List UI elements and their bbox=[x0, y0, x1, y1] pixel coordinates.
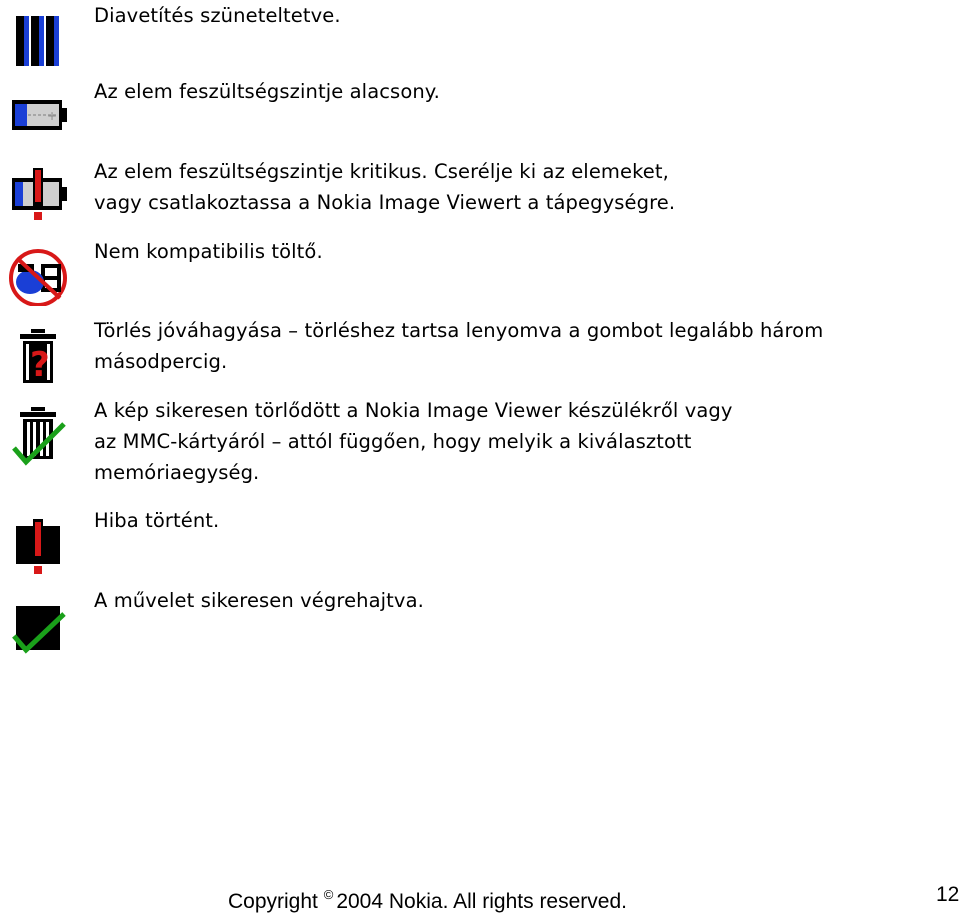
entry-text-battery-low bbox=[94, 76, 440, 107]
entry-text-incompatible-charger bbox=[94, 236, 323, 267]
entry-line: memóriaegység. bbox=[94, 461, 260, 484]
entry-text-battery-critical bbox=[94, 156, 675, 218]
copyright-symbol: © bbox=[323, 887, 334, 902]
copyright-text: 2004 Nokia. All rights reserved. bbox=[336, 890, 627, 913]
entry-line: másodpercig. bbox=[94, 350, 228, 373]
entry-text-error bbox=[94, 505, 219, 536]
entry-line: az MMC-kártyáról – attól függően, hogy melyik a kiválasztott bbox=[94, 430, 692, 453]
entry-line: Az elem feszültségszintje alacsony. bbox=[94, 80, 440, 103]
entry-line: vagy csatlakoztassa a Nokia Image Viewert a tápegységre. bbox=[94, 191, 676, 214]
entry-line: Törlés jóváhagyása – törléshez tartsa lenyomva a gombot legalább három bbox=[94, 319, 824, 342]
entry-text-deleted-ok bbox=[94, 395, 733, 488]
entry-line: Diavetítés szüneteltetve. bbox=[94, 4, 341, 27]
copyright-word: Copyright bbox=[228, 890, 318, 913]
svg-text:+: + bbox=[47, 109, 58, 123]
entry-line: A művelet sikeresen végrehajtva. bbox=[94, 589, 424, 612]
error-icon bbox=[8, 518, 68, 578]
entry-line: Hiba történt. bbox=[94, 509, 220, 532]
delete-confirm-icon bbox=[8, 326, 68, 386]
incompatible-charger-icon bbox=[8, 246, 68, 306]
success-icon bbox=[8, 598, 68, 658]
entry-line: Az elem feszültségszintje kritikus. Cserélje ki az elemeket, bbox=[94, 160, 669, 183]
deleted-ok-icon bbox=[8, 406, 68, 466]
battery-critical-icon bbox=[8, 166, 68, 226]
entry-text-success bbox=[94, 585, 424, 616]
paused-bars-icon bbox=[8, 8, 68, 68]
svg-text:?: ? bbox=[30, 345, 50, 385]
page-number: 12 bbox=[936, 883, 960, 906]
entry-line: Nem kompatibilis töltő. bbox=[94, 240, 323, 263]
entry-line: A kép sikeresen törlődött a Nokia Image Viewer készülékről vagy bbox=[94, 399, 733, 422]
battery-low-icon bbox=[8, 86, 68, 146]
entry-text-delete-confirm bbox=[94, 315, 823, 377]
footer-copyright bbox=[228, 880, 627, 917]
entry-text-slideshow-paused bbox=[94, 0, 341, 31]
